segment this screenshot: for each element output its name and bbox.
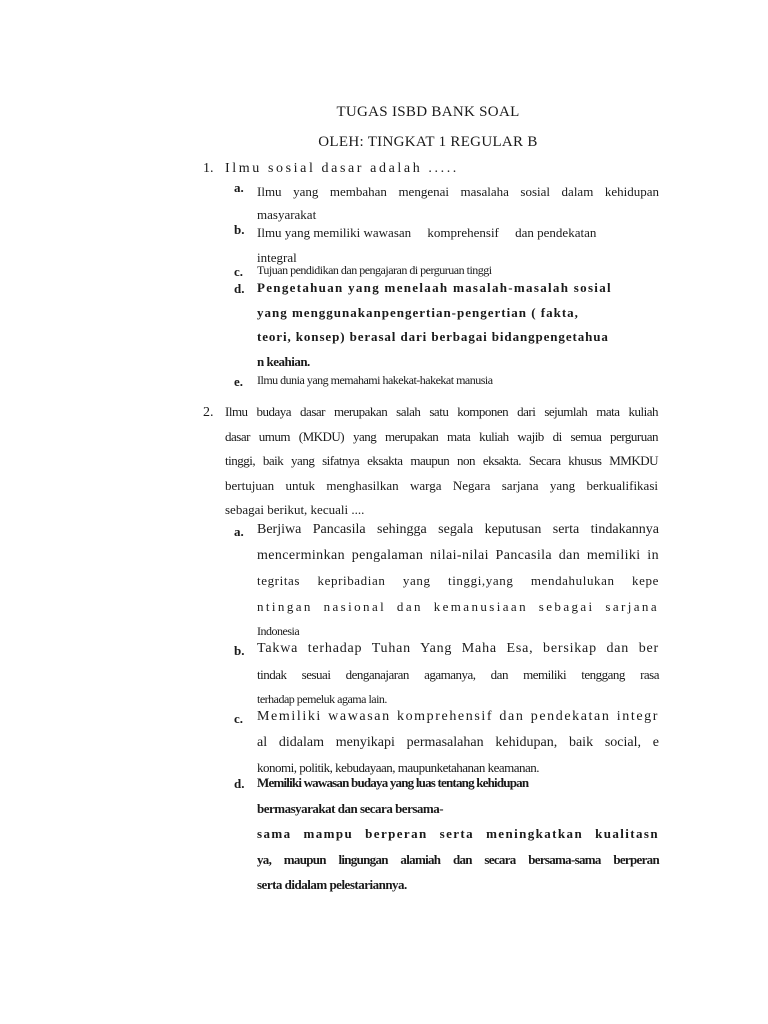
option-line: Memiliki wawasan budaya yang luas tentang kehidupan [257, 775, 529, 790]
question-line: dasar umum (MKDU) yang merupakan mata kuliah wajib di semua perguruan [225, 428, 658, 444]
option-line: Berjiwa Pancasila sehingga segala keputusan serta tindakannya [257, 522, 659, 537]
option-line: Memiliki wawasan komprehensif dan pendekatan integr [257, 709, 659, 724]
option-letter: c. [234, 711, 244, 726]
option-letter: c. [234, 264, 244, 279]
option-letter: b. [234, 643, 245, 658]
option-text [257, 373, 659, 388]
option-line: n keahian. [257, 353, 310, 369]
option-letter: e. [234, 374, 244, 389]
option-letter: d. [234, 776, 245, 791]
option-line: bermasyarakat dan secara bersama- [257, 800, 444, 816]
question-number: 2. [203, 405, 214, 420]
document-title: TUGAS ISBD BANK SOAL [336, 104, 520, 120]
option-line: Ilmu yang membahan mengenai masalaha sosial dalam kehidupan [257, 184, 659, 199]
option-line: konomi, politik, kebudayaan, maupunketahanan keamanan. [257, 760, 540, 775]
option-text [257, 276, 659, 374]
option-line: ya, maupun lingungan alamiah dan secara bersama-sama berperan [257, 851, 659, 867]
option-line: al didalam menyikapi permasalahan kehidupan, baik social, e [257, 734, 659, 750]
question-text [225, 400, 658, 523]
option-line: terhadap pemeluk agama lain. [257, 692, 387, 706]
option-line: mencerminkan pengalaman nilai-nilai Pancasila dan memiliki in [257, 547, 659, 563]
option-text [257, 770, 659, 898]
option-letter: a. [234, 180, 244, 195]
option-line: tindak sesuai denganajaran agamanya, dan memiliki tenggang rasa [257, 666, 659, 682]
option-line: Ilmu dunia yang memahami hakekat-hakekat manusia [257, 373, 493, 387]
option-letter: a. [234, 524, 244, 539]
option-line: masyarakat [257, 207, 317, 222]
option-line: yang menggunakanpengertian-pengertian ( fakta, [257, 304, 579, 320]
option-letter: d. [234, 281, 245, 296]
document-subtitle: OLEH: TINGKAT 1 REGULAR B [318, 134, 538, 150]
option-line: Takwa terhadap Tuhan Yang Maha Esa, bersikap dan ber [257, 641, 659, 656]
option-line: serta didalam pelestariannya. [257, 877, 407, 892]
question-line: tinggi, baik yang sifatnya eksakta maupun non eksakta. Secara khusus MMKDU [225, 453, 658, 468]
option-line: Tujuan pendidikan dan pengajaran di perguruan tinggi [257, 263, 492, 277]
option-line: teori, konsep) berasal dari berbagai bidangpengetahua [257, 329, 609, 344]
question-line: bertujuan untuk menghasilkan warga Negara sarjana yang berkualifikasi [225, 477, 658, 493]
question-number: 1. [203, 161, 214, 176]
option-line: ntingan nasional dan kemanusiaan sebagai sarjana [257, 598, 659, 614]
option-text [257, 517, 659, 645]
question-line: Ilmu budaya dasar merupakan salah satu komponen dari sejumlah mata kuliah [225, 404, 658, 419]
question-text: Ilmu sosial dasar adalah ..... [225, 161, 459, 176]
option-letter: b. [234, 222, 245, 237]
option-line: sama mampu berperan serta meningkatkan kualitasn [257, 826, 659, 841]
option-line: Pengetahuan yang menelaah masalah-masalah sosial [257, 280, 612, 295]
option-line: Ilmu yang memiliki wawasan komprehensif dan pendekatan [257, 225, 597, 240]
option-line: integral [257, 250, 297, 265]
option-line: tegritas kepribadian yang tinggi,yang mendahulukan kepe [257, 573, 659, 588]
question-line: sebagai berikut, kecuali .... [225, 502, 365, 517]
option-line: Indonesia [257, 624, 300, 638]
option-text [257, 636, 659, 713]
